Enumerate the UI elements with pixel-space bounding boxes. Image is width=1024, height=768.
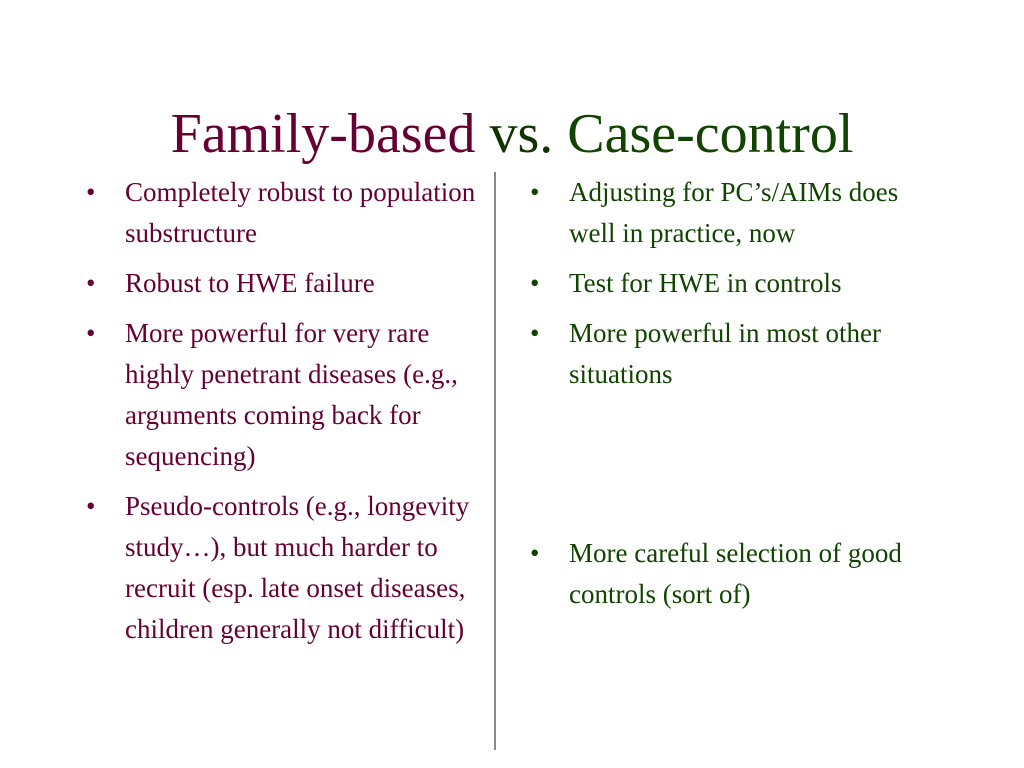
family-based-item bbox=[86, 313, 481, 477]
case-control-item-text: Test for HWE in controls bbox=[569, 268, 842, 298]
case-control-item-text: More powerful in most other situations bbox=[569, 318, 881, 389]
family-based-item bbox=[86, 172, 481, 254]
slide-title bbox=[0, 100, 1024, 168]
family-based-item-text: Completely robust to population substructure bbox=[125, 177, 476, 248]
family-based-item bbox=[86, 486, 481, 650]
bullet-icon: • bbox=[530, 538, 540, 568]
title-vs: vs. bbox=[489, 103, 554, 165]
family-based-item-text: More powerful for very rare highly penetrant diseases (e.g., arguments coming back for sequencing) bbox=[125, 318, 458, 471]
case-control-item bbox=[530, 263, 950, 304]
case-control-item bbox=[530, 533, 950, 615]
case-control-item-text: Adjusting for PC’s/AIMs does well in practice, now bbox=[569, 177, 899, 248]
bullet-icon: • bbox=[530, 177, 540, 207]
family-based-item-text: Pseudo-controls (e.g., longevity study…), but much harder to recruit (esp. late onset diseases, children generally not difficult) bbox=[125, 491, 470, 644]
column-divider bbox=[494, 172, 496, 750]
title-case-control: Case-control bbox=[567, 103, 854, 165]
bullet-icon: • bbox=[86, 491, 96, 521]
family-based-list bbox=[86, 172, 481, 659]
family-based-item bbox=[86, 263, 481, 304]
bullet-icon: • bbox=[86, 177, 96, 207]
family-based-item-text: Robust to HWE failure bbox=[125, 268, 375, 298]
case-control-item bbox=[530, 313, 950, 395]
case-control-list bbox=[530, 172, 950, 624]
bullet-icon: • bbox=[530, 268, 540, 298]
bullet-icon: • bbox=[530, 318, 540, 348]
case-control-item-text: More careful selection of good controls (sort of) bbox=[569, 538, 902, 609]
case-control-item bbox=[530, 172, 950, 254]
title-family-based: Family-based bbox=[170, 103, 476, 165]
bullet-icon: • bbox=[86, 268, 96, 298]
bullet-icon: • bbox=[86, 318, 96, 348]
